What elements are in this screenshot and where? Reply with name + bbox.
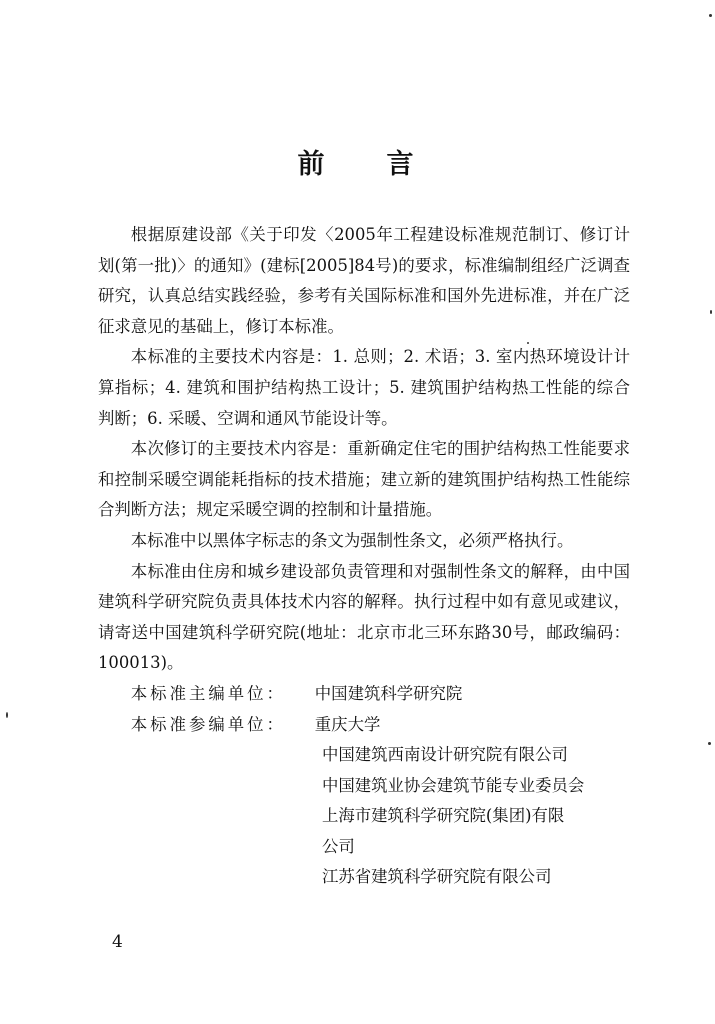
paragraph-revision-content: 本次修订的主要技术内容是：重新确定住宅的围护结构热工性能要求和控制采暖空调能耗指标的技术措施；建立新的建筑围护结构热工性能综合判断方法；规定采暖空调的控制和计量措施。 bbox=[98, 439, 630, 520]
paragraph-basis: 根据原建设部《关于印发〈2005年工程建设标准规范制订、修订计划(第一批)〉的通知》(建标[2005]84号)的要求，标准编制组经广泛调查研究，认真总结实践经验，参考有关国际标准和国外先进标准，并在广泛征求意见的基础上，修订本标准。 bbox=[98, 225, 630, 336]
list-item: 江苏省建筑科学研究院有限公司 bbox=[322, 867, 552, 887]
list-item: 上海市建筑科学研究院(集团)有限 bbox=[322, 806, 565, 826]
participating-editor-list bbox=[322, 740, 630, 893]
participating-editor-label: 本标准参编单位： bbox=[130, 714, 286, 734]
chief-editor-label: 本标准主编单位： bbox=[130, 683, 286, 703]
scan-speck bbox=[527, 342, 529, 344]
chief-editor-row bbox=[131, 679, 630, 710]
preface-body bbox=[98, 220, 630, 893]
chief-editor-value: 中国建筑科学研究院 bbox=[314, 683, 463, 703]
paragraph-main-content: 本标准的主要技术内容是：1. 总则；2. 术语；3. 室内热环境设计计算指标；4. 建筑和围护结构热工设计；5. 建筑围护结构热工性能的综合判断；6. 采暖、空调和通风节能设计等。 bbox=[98, 347, 630, 428]
paragraph-administration: 本标准由住房和城乡建设部负责管理和对强制性条文的解释，由中国建筑科学研究院负责具体技术内容的解释。执行过程中如有意见或建议，请寄送中国建筑科学研究院(地址：北京市北三环东路30号，邮政编码：100013)。 bbox=[98, 561, 630, 673]
scan-speck bbox=[6, 712, 8, 718]
list-item: 公司 bbox=[322, 836, 355, 856]
page-title bbox=[0, 142, 715, 181]
page-number: 4 bbox=[112, 932, 123, 952]
scan-speck bbox=[708, 742, 711, 745]
scan-speck bbox=[710, 310, 712, 314]
title-char-1: 前 bbox=[297, 149, 329, 180]
scan-speck bbox=[709, 14, 712, 17]
list-item: 中国建筑西南设计研究院有限公司 bbox=[322, 745, 568, 765]
list-item: 中国建筑业协会建筑节能专业委员会 bbox=[322, 775, 585, 795]
participating-editor-row bbox=[131, 710, 630, 741]
participating-editor-first: 重庆大学 bbox=[314, 714, 381, 734]
paragraph-mandatory-clauses: 本标准中以黑体字标志的条文为强制性条文，必须严格执行。 bbox=[130, 530, 574, 550]
title-char-2: 言 bbox=[386, 149, 418, 180]
